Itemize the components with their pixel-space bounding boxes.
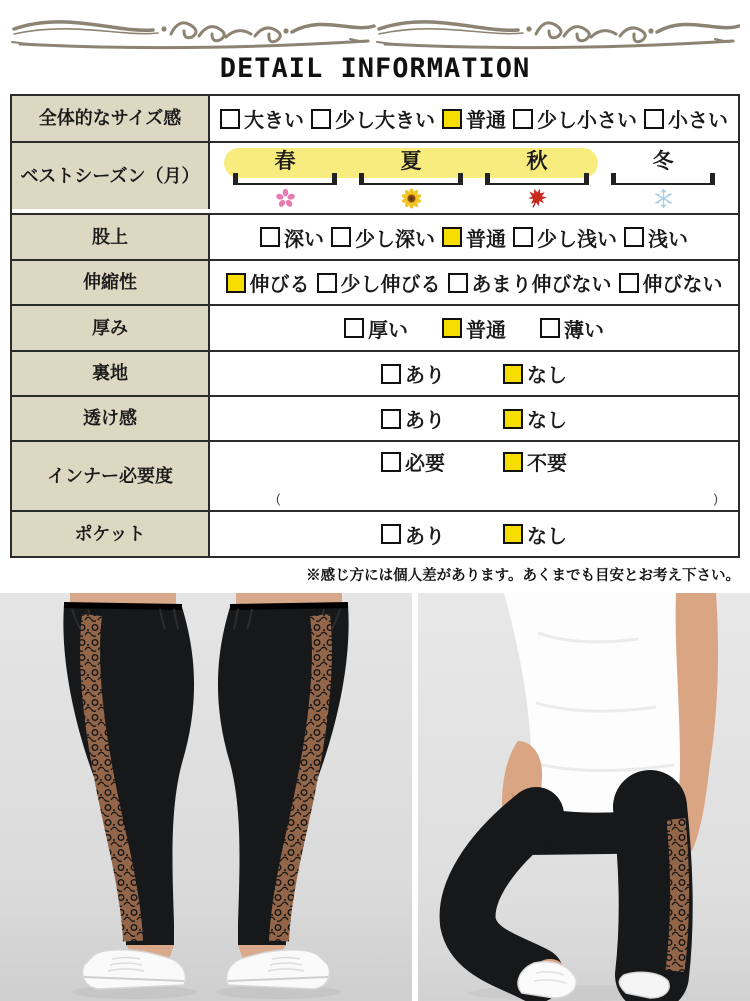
- page-title: DETAIL INFORMATION: [219, 53, 531, 84]
- season-bracket: [233, 174, 336, 185]
- option-label: 伸びない: [642, 274, 723, 296]
- option-label: 少し伸びる: [340, 274, 441, 296]
- checkbox-icon: [540, 318, 560, 338]
- option: [513, 223, 617, 252]
- checkbox-icon: [619, 273, 639, 293]
- option: [381, 404, 445, 433]
- option-label: なし: [527, 365, 567, 387]
- option-label: あり: [405, 365, 445, 387]
- option-label: なし: [527, 410, 567, 432]
- option-group: [381, 447, 567, 476]
- spec-label: 厚み: [12, 306, 210, 350]
- option: [442, 223, 506, 252]
- disclaimer-note: ※感じ方には個人差があります。あくまでも目安とお考え下さい。: [306, 568, 740, 584]
- season-bracket: [359, 174, 462, 185]
- option-label: 必要: [405, 453, 445, 475]
- option: [503, 520, 567, 549]
- option: [644, 104, 728, 133]
- season-label: 春: [274, 150, 296, 173]
- season-label: 冬: [652, 150, 674, 173]
- option: [381, 520, 445, 549]
- cherry-blossom-icon: [275, 187, 296, 209]
- checkbox-icon: [260, 227, 280, 247]
- spec-value: [210, 261, 738, 304]
- checkbox-icon: [381, 524, 401, 544]
- option: [220, 104, 304, 133]
- spec-label: 裏地: [12, 352, 210, 395]
- checkbox-icon: [442, 109, 462, 129]
- checkbox-icon: [331, 227, 351, 247]
- checkbox-icon: [644, 109, 664, 129]
- season-bracket: [485, 174, 588, 185]
- spec-value: [210, 397, 738, 440]
- season-label: 秋: [526, 150, 548, 173]
- season-columns: [222, 147, 726, 209]
- option: [260, 223, 324, 252]
- checkbox-icon: [503, 364, 523, 384]
- spec-label: 全体的なサイズ感: [12, 96, 210, 141]
- spec-row-stretch: [12, 259, 738, 304]
- spec-value: [210, 215, 738, 259]
- option-label: 小さい: [668, 110, 728, 132]
- option: [442, 104, 506, 133]
- maple-leaf-icon: [526, 187, 548, 209]
- spec-value: [210, 512, 738, 556]
- option: [513, 104, 637, 133]
- spec-label: 透け感: [12, 397, 210, 440]
- checkbox-icon: [226, 273, 246, 293]
- option-label: あまり伸びない: [471, 274, 612, 296]
- checkbox-icon: [317, 273, 337, 293]
- option-label: 普通: [466, 319, 506, 342]
- checkbox-icon: [220, 109, 240, 129]
- option-label: 浅い: [648, 228, 688, 251]
- option-label: 少し大きい: [335, 110, 435, 132]
- checkbox-icon: [381, 409, 401, 429]
- checkbox-icon: [624, 227, 644, 247]
- option-label: 少し浅い: [537, 228, 617, 251]
- checkbox-icon: [513, 109, 533, 129]
- season-autumn: [474, 147, 600, 209]
- option: [442, 314, 506, 343]
- option: [226, 268, 310, 297]
- product-photos: [0, 593, 750, 1001]
- spec-value: [210, 306, 738, 350]
- spec-row-pocket: [12, 510, 738, 556]
- detail-spec-table: [10, 94, 740, 558]
- spec-row-best-season: [12, 141, 738, 213]
- spec-value: [210, 96, 738, 141]
- option: [448, 268, 612, 297]
- checkbox-icon: [503, 524, 523, 544]
- option-label: あり: [405, 525, 445, 548]
- option-label: 不要: [527, 453, 567, 475]
- spec-value: [210, 143, 738, 213]
- scroll-flourish-divider: [10, 3, 740, 51]
- option: [331, 223, 435, 252]
- spec-row-rise: [12, 213, 738, 259]
- snowflake-icon: [653, 187, 674, 209]
- option: [503, 404, 567, 433]
- checkbox-icon: [381, 452, 401, 472]
- spec-label: ベストシーズン（月）: [12, 143, 210, 209]
- checkbox-icon: [381, 364, 401, 384]
- option: [540, 314, 604, 343]
- option-label: 少し小さい: [537, 110, 637, 132]
- season-summer: [348, 147, 474, 209]
- season-winter: [600, 147, 726, 209]
- option: [503, 359, 567, 388]
- option-label: 少し深い: [355, 228, 435, 251]
- spec-value: [210, 442, 738, 510]
- option: [317, 268, 441, 297]
- option-label: あり: [405, 410, 445, 432]
- spec-label: インナー必要度: [12, 442, 210, 510]
- option: [381, 447, 445, 476]
- option: [344, 314, 408, 343]
- spec-row-overall-size: [12, 96, 738, 141]
- spec-row-thickness: [12, 304, 738, 350]
- option: [619, 268, 723, 297]
- season-spring: [222, 147, 348, 209]
- option-label: 厚い: [368, 319, 408, 342]
- spec-label: ポケット: [12, 512, 210, 556]
- option: [624, 223, 688, 252]
- spec-label: 股上: [12, 215, 210, 259]
- paren-close: ): [713, 491, 718, 506]
- inner-note-parens: [210, 485, 738, 505]
- option-label: 普通: [466, 228, 506, 251]
- option-label: 大きい: [244, 110, 304, 132]
- spec-row-inner-need: [12, 440, 738, 510]
- option-label: なし: [527, 525, 567, 548]
- spec-label: 伸縮性: [12, 261, 210, 304]
- option: [311, 104, 435, 133]
- checkbox-icon: [344, 318, 364, 338]
- checkbox-icon: [442, 227, 462, 247]
- product-photo-side-views: [0, 593, 412, 1001]
- product-photo-model: [418, 593, 750, 1001]
- spec-value: [210, 352, 738, 395]
- checkbox-icon: [503, 452, 523, 472]
- option: [381, 359, 445, 388]
- option-label: 普通: [466, 110, 506, 132]
- checkbox-icon: [513, 227, 533, 247]
- checkbox-icon: [442, 318, 462, 338]
- option: [503, 447, 567, 476]
- spec-row-lining: [12, 350, 738, 395]
- season-bracket: [611, 174, 714, 185]
- checkbox-icon: [503, 409, 523, 429]
- option-label: 深い: [284, 228, 324, 251]
- paren-open: (: [276, 491, 281, 506]
- spec-row-sheerness: [12, 395, 738, 440]
- option-label: 伸びる: [249, 274, 310, 296]
- sunflower-icon: [401, 187, 422, 209]
- checkbox-icon: [448, 273, 468, 293]
- checkbox-icon: [311, 109, 331, 129]
- season-label: 夏: [400, 150, 422, 173]
- option-label: 薄い: [564, 319, 604, 342]
